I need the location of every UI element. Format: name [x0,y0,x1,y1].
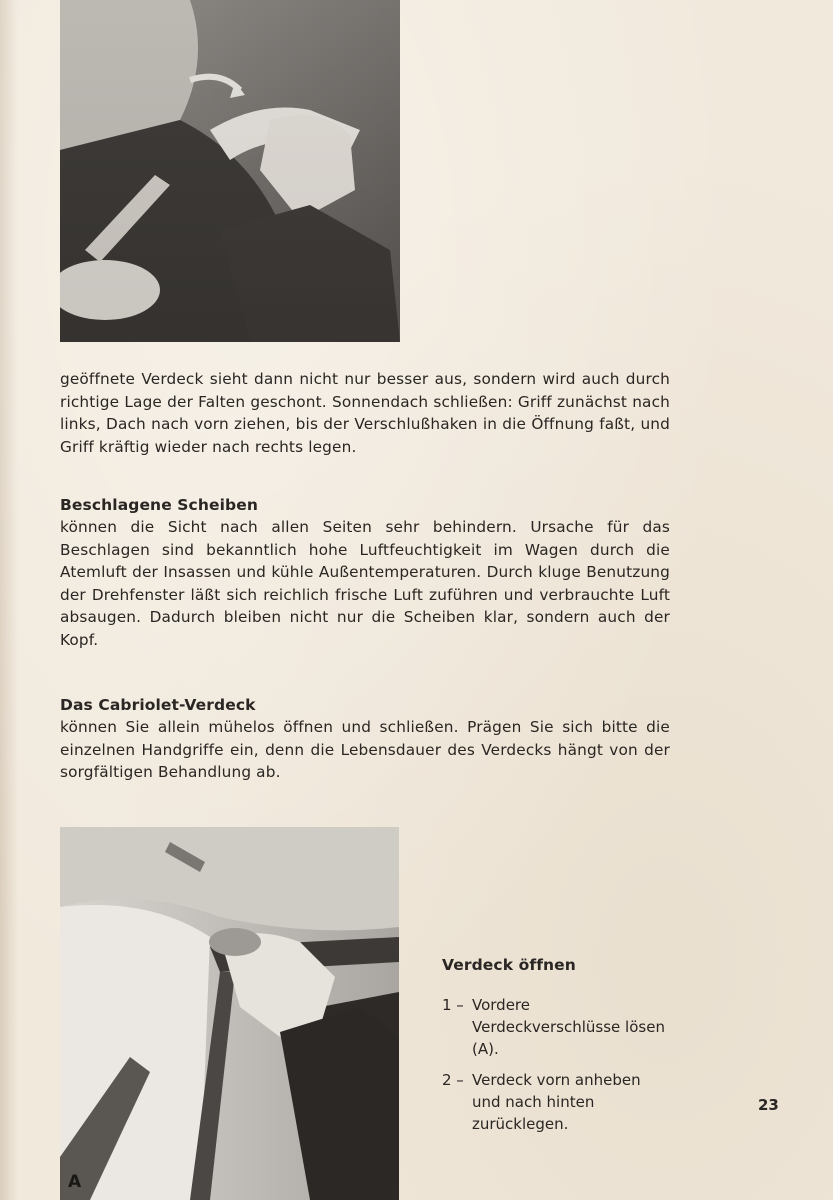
heading-open-top: Verdeck öffnen [442,956,576,974]
section-fogged-windows [60,494,670,652]
paragraph-cabriolet-top: können Sie allein mühelos öffnen und schließen. Prägen Sie sich bitte die einzelnen Handgriffe ein, denn die Lebensdauer des Verdecks hängt von der sorgfältigen Behandlung ab. [60,718,670,782]
step-number: 2 – [442,1071,464,1089]
text-block-sunroof [60,368,670,458]
heading-fogged-windows: Beschlagene Scheiben [60,496,258,514]
step-number: 1 – [442,996,464,1014]
heading-cabriolet-top: Das Cabriolet-Verdeck [60,696,256,714]
photo-top-latch-graphic [60,827,399,1200]
paragraph-fogged-windows: können die Sicht nach allen Seiten sehr behindern. Ursache für das Beschlagen sind bekanntlich hohe Luftfeuchtigkeit im Wagen durch die Atemluft der Insassen und kühle Außentemperaturen. Durch kluge Benutzung der Drehfenster läßt sich reichlich frische Luft zuführen und verbrauchte Luft absaugen. Dadurch bleiben nicht nur die Scheiben klar, sondern auch der Kopf. [60,518,670,649]
paragraph-sunroof: geöffnete Verdeck sieht dann nicht nur besser aus, sondern wird auch durch richtige Lage der Falten geschont. Sonnendach schließen: Griff zunächst nach links, Dach nach vorn ziehen, bis der Verschlußhaken in die Öffnung faßt, und Griff kräftig wieder nach rechts legen. [60,370,670,456]
photo-top-latch [60,827,399,1200]
step-text: Verdeck vorn anheben und nach hinten zurücklegen. [472,1071,641,1133]
step-item [442,1069,672,1135]
photo-sunroof-handle-graphic [60,0,400,342]
page-number: 23 [758,1096,779,1114]
step-text: Vordere Verdeckverschlüsse lösen (A). [472,996,665,1058]
photo-sunroof-handle [60,0,400,342]
instructions-open-top [442,954,672,1144]
photo-label-a: A [68,1172,82,1192]
section-cabriolet-top [60,694,670,784]
step-item [442,994,672,1060]
